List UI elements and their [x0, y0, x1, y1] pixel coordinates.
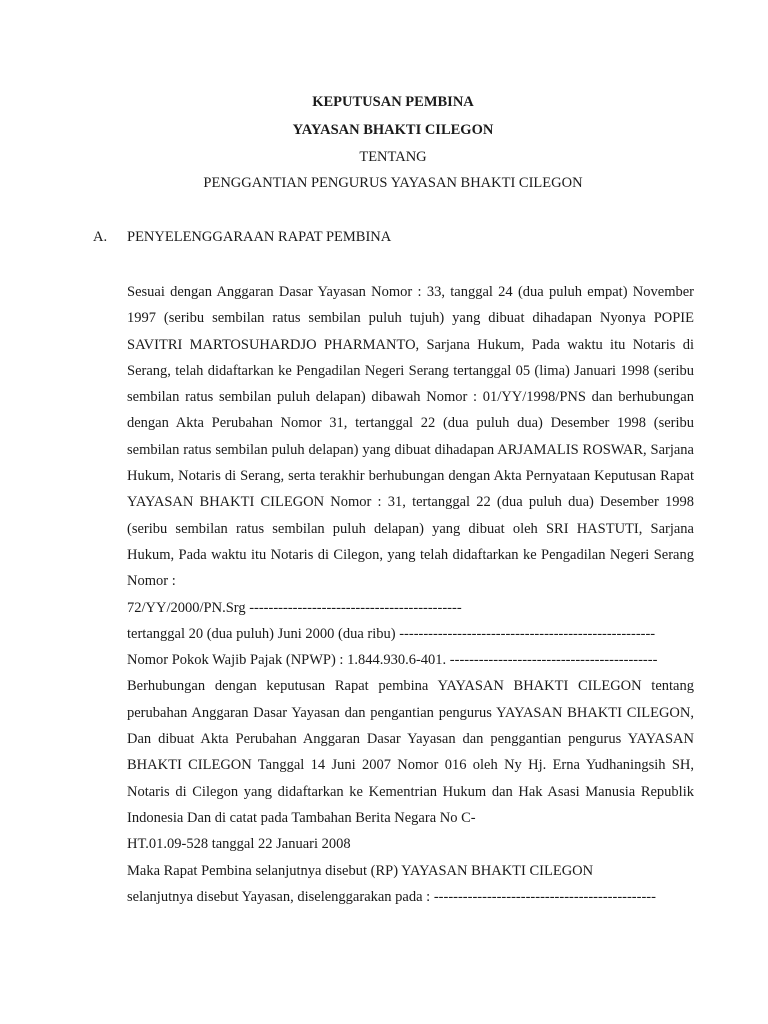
subject-title: PENGGANTIAN PENGURUS YAYASAN BHAKTI CILEGON — [203, 175, 583, 191]
foundation-name: YAYASAN BHAKTI CILEGON — [292, 122, 494, 138]
registration-number-line: 72/YY/2000/PN.Srg -------------------------------------------- — [127, 599, 462, 616]
subject-label: TENTANG — [359, 149, 427, 165]
paragraph-legal-basis: Sesuai dengan Anggaran Dasar Yayasan Nomor : 33, tanggal 24 (dua puluh empat) November 1997 (seribu sembilan ratus sembilan puluh tujuh) yang dibuat dihadapan Nyonya POPIE SAVITRI MARTOSUHARDJO PHARMANTO, Sarjana Hukum, Pada waktu itu Notaris di Serang, telah didaftarkan ke Pengadilan Negeri Serang tertanggal 05 (lima) Januari 1998 (seribu sembilan ratus sembilan puluh delapan) dibawah Nomor : 01/YY/1998/PNS dan berhubungan dengan Akta Perubahan Nomor 31, tertanggal 22 (dua puluh dua) Desember 1998 (seribu sembilan ratus sembilan puluh delapan) yang dibuat dihadapan ARJAMALIS ROSWAR, Sarjana Hukum, Notaris di Serang, serta terakhir berhubungan dengan Akta Pernyataan Keputusan Rapat YAYASAN BHAKTI CILEGON Nomor : 31, tertanggal 22 (dua puluh dua) Desember 1998 (seribu sembilan ratus sembilan puluh delapan) yang dibuat oleh SRI HASTUTI, Sarjana Hukum, Pada waktu itu Notaris di Cilegon, yang telah didaftarkan ke Pengadilan Negeri Serang Nomor : — [127, 284, 694, 590]
section-heading — [93, 228, 391, 246]
registration-date-line: tertanggal 20 (dua puluh) Juni 2000 (dua ribu) ----------------------------------------------------- — [127, 625, 656, 642]
document-body — [127, 279, 694, 910]
meeting-held-line: selanjutnya disebut Yayasan, diselenggarakan pada : ---------------------------------------------- — [127, 888, 656, 905]
section-title: PENYELENGGARAAN RAPAT PEMBINA — [127, 229, 392, 245]
section-letter: A. — [93, 229, 108, 245]
paragraph-meeting: Maka Rapat Pembina selanjutnya disebut (RP) YAYASAN BHAKTI CILEGON — [127, 862, 594, 879]
npwp-line: Nomor Pokok Wajib Pajak (NPWP) : 1.844.930.6-401. ------------------------------------------- — [127, 652, 658, 669]
paragraph-amendment: Berhubungan dengan keputusan Rapat pembina YAYASAN BHAKTI CILEGON tentang perubahan Anggaran Dasar Yayasan dan pengantian pengurus YAYASAN BHAKTI CILEGON, Dan dibuat Akta Perubahan Anggaran Dasar Yayasan dan penggantian pengurus YAYASAN BHAKTI CILEGON Tanggal 14 Juni 2007 Nomor 016 oleh Ny Hj. Erna Yudhaningsih SH, Notaris di Cilegon yang didaftarkan ke Kementrian Hukum dan Hak Asasi Manusia Republik Indonesia Dan di catat pada Tambahan Berita Negara No C- — [127, 678, 694, 826]
amendment-reference-line: HT.01.09-528 tanggal 22 Januari 2008 — [127, 836, 351, 853]
document-title: KEPUTUSAN PEMBINA — [312, 94, 474, 110]
